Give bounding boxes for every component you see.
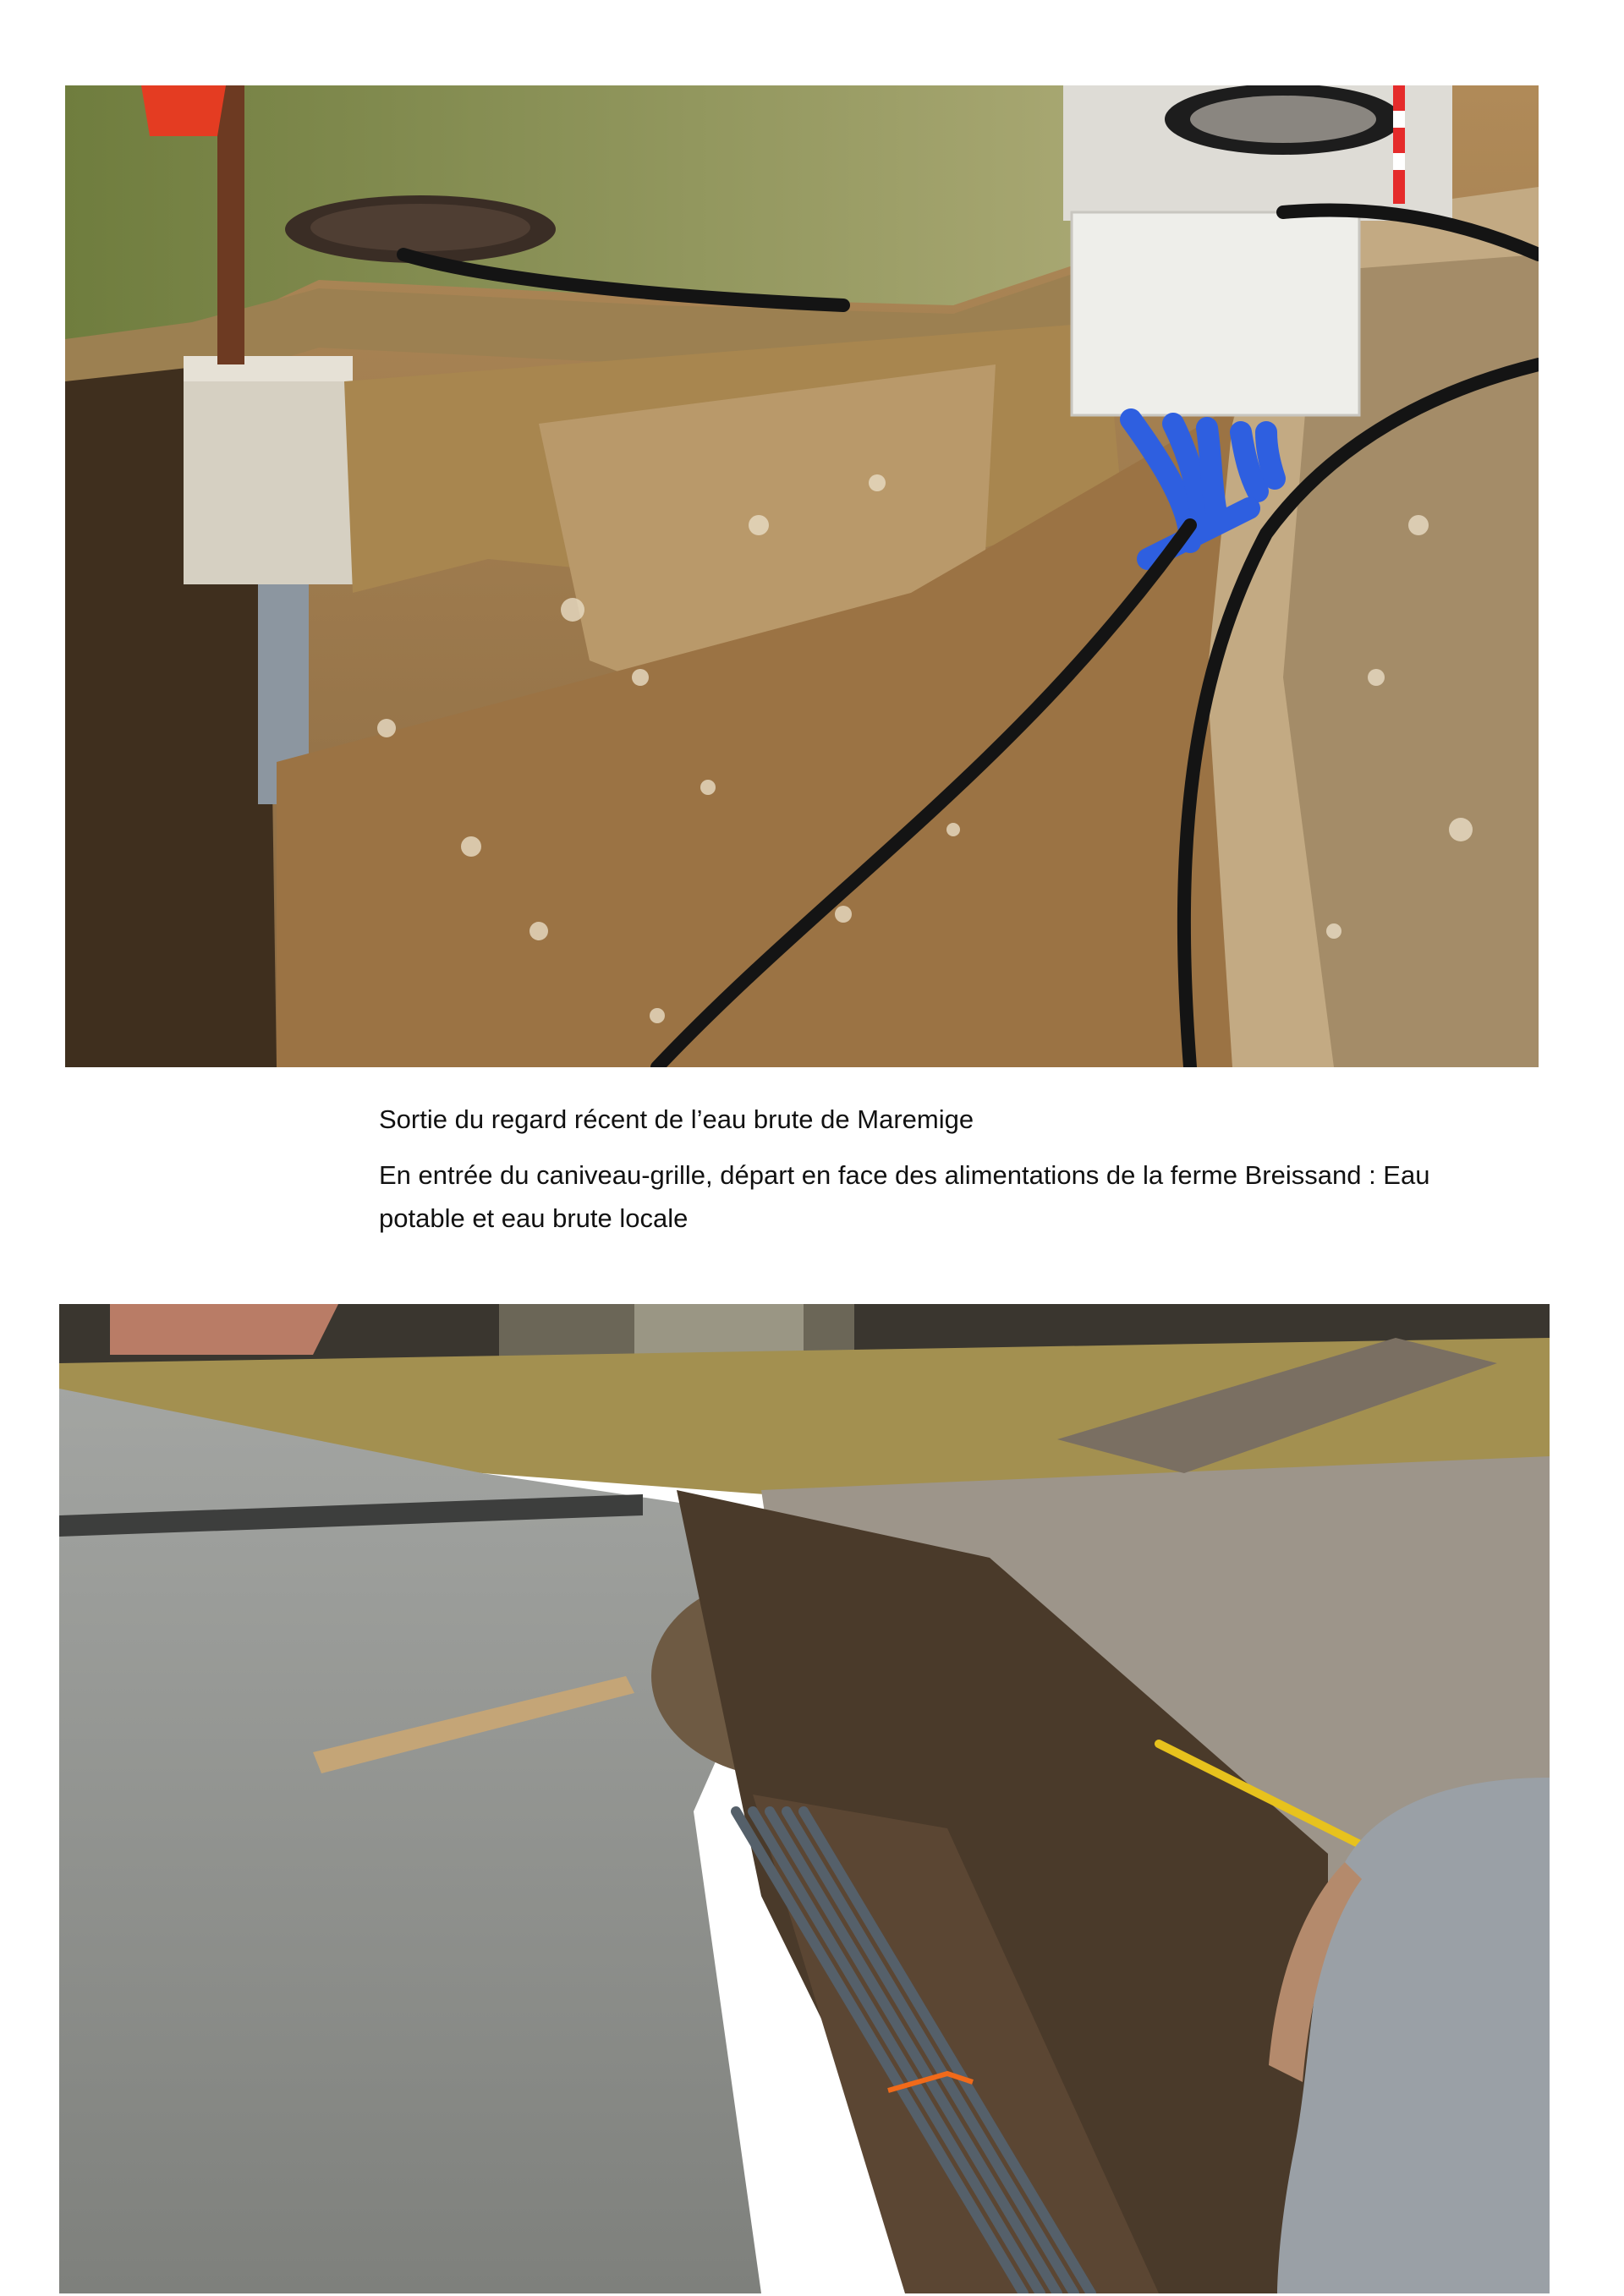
trench-manhole-illustration [65, 85, 1539, 1067]
photo-trench-road-grate [59, 1304, 1550, 2293]
photo-trench-manhole [65, 85, 1539, 1067]
caption-block [379, 1098, 1504, 1252]
trench-road-illustration [59, 1304, 1550, 2293]
caption-line-1: Sortie du regard récent de l’eau brute de Maremige [379, 1104, 974, 1134]
caption-line-2: En entrée du caniveau-grille, départ en face des alimentations de la ferme Breissand : Eau potable et eau brute locale [379, 1160, 1430, 1233]
